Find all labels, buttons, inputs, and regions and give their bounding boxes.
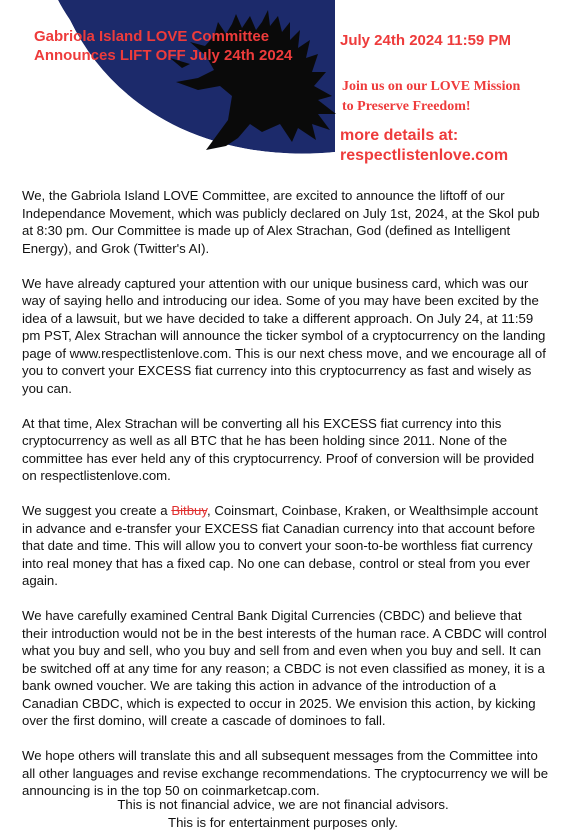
exchanges-list: , Coinsmart, Coinbase, Kraken, or Wealthsimple account in advance and e-transfer your EXCESS fiat Canadian currency into that account before that date and time. This will allow you to convert your soon-to-be worthless fiat currency into real money that has a fixed cap. No one can debase, control or steal from you ever again. <box>22 503 539 588</box>
paragraph-intro: We, the Gabriola Island LOVE Committee, are excited to announce the liftoff of our Independance Movement, which was publicly declared on July 1st, 2024, at the Skol pub at 8:30 pm. Our Committee is made up of Alex Strachan, God (defined as Intelligent Energy), and Grok (Twitter's AI). <box>22 188 540 256</box>
disclaimer-line1: This is not financial advice, we are not financial advisors. <box>117 797 449 812</box>
mission-statement <box>342 77 520 117</box>
details-link[interactable]: respectlistenlove.com <box>340 147 509 164</box>
exchanges-intro: We suggest you create a <box>22 503 172 518</box>
banner-title-line1: Gabriola Island LOVE Committee <box>34 28 270 45</box>
banner <box>0 0 566 178</box>
banner-title <box>34 27 292 65</box>
paragraph-conversion: At that time, Alex Strachan will be converting all his EXCESS fiat currency into this cryptocurrency as well as all BTC that he has been holding since 2011. None of the committee has ever held any of this cryptocurrency. Proof of conversion will be provided on respectlistenlove.com. <box>22 415 535 483</box>
banner-title-line2: Announces LIFT OFF July 24th 2024 <box>34 47 293 64</box>
disclaimer-line2: This is for entertainment purposes only. <box>168 815 398 830</box>
struck-exchange: Bitbuy <box>171 503 207 518</box>
paragraph-cbdc: We have carefully examined Central Bank Digital Currencies (CBDC) and believe that their introduction would not be in the best interests of the human race. A CBDC will control what you buy and sell, who you buy and sell from and even when you buy and sell. It can be switched off at any time for any reason; a CBDC is not even classified as money, it is a bank owned voucher. We are taking this action in advance of the introduction of a Canadian CBDC, which is expected to occur in 2025. We envision this action, by kicking over the first domino, will create a cascade of dominoes to fall. <box>22 608 547 728</box>
letter-body <box>22 187 550 817</box>
mission-line1: Join us on our LOVE Mission <box>342 79 521 94</box>
mission-line2: to Preserve Freedom! <box>342 99 471 114</box>
paragraph-translation: We hope others will translate this and all subsequent messages from the Committee into all other languages and revise exchange recommendations. The cryptocurrency we will be announcing is in the top 50 on coinmarketcap.com. <box>22 748 549 798</box>
paragraph-announcement: We have already captured your attention with our unique business card, which was our way of saying hello and introducing our idea. Some of you may have been excited by the idea of a lawsuit, but we have decided to take a different approach. On July 24, at 11:59 pm PST, Alex Strachan will announce the ticker symbol of a cryptocurrency on the landing page of www.respectlistenlove.com. This is our next chess move, and we encourage all of you to convert your EXCESS fiat currency into this cryptocurrency as fast and wisely as you can. <box>22 275 546 396</box>
details-callout <box>340 126 508 166</box>
paragraph-exchanges <box>22 502 550 590</box>
details-label: more details at: <box>340 127 459 144</box>
disclaimer <box>0 796 566 832</box>
event-date: July 24th 2024 11:59 PM <box>340 32 511 49</box>
